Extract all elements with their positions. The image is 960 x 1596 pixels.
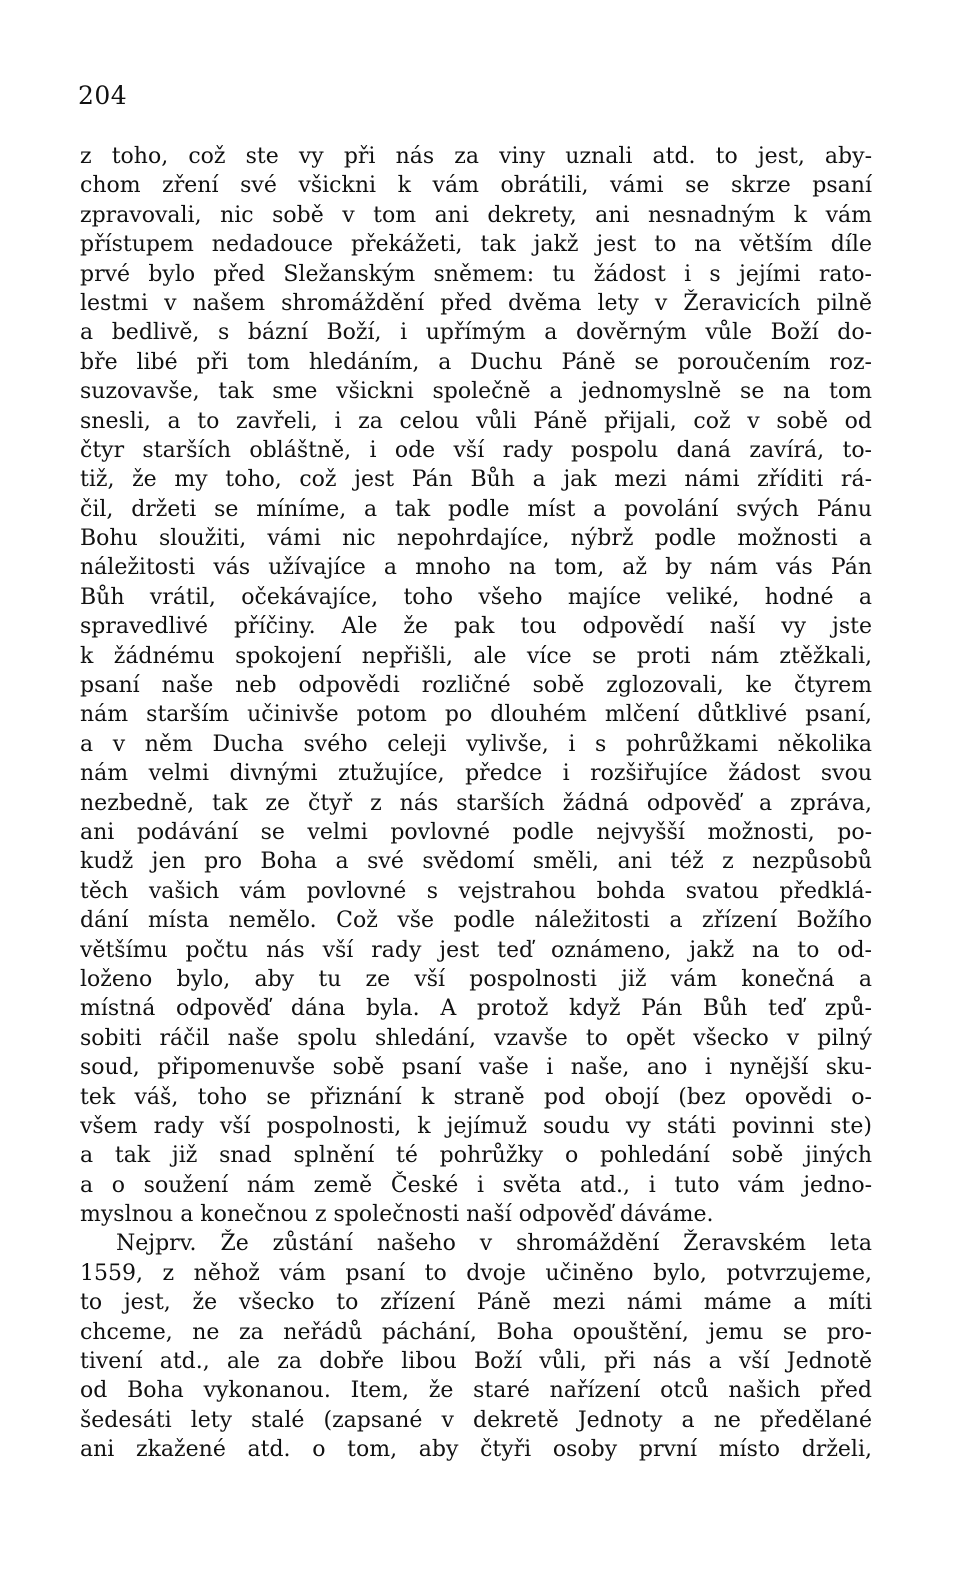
text-line: a o soužení nám země České i světa atd., i tuto vám jedno- [80, 1172, 872, 1198]
text-line: tivení atd., ale za dobře libou Boží vůli, při nás a vší Jednotě [80, 1349, 872, 1375]
text-line: nezbedně, tak ze čtyř z nás starších žádná odpověď a zpráva, [80, 790, 872, 816]
text-line: přístupem nedadouce překážeti, tak jakž jest to na větším díle [80, 232, 872, 258]
text-line: zpravovali, nic sobě v tom ani dekrety, ani nesnadným k vám [80, 202, 872, 228]
text-line: šedesáti lety stalé (zapsané v dekretě Jednoty a ne předělané [80, 1407, 872, 1433]
text-line: nám starším učinivše potom po dlouhém mlčení důtklivé psaní, [80, 702, 872, 728]
text-line: z toho, což ste vy při nás za viny uznali atd. to jest, aby- [80, 144, 872, 169]
text-line: to jest, že všecko to zřízení Páně mezi námi máme a míti [80, 1290, 872, 1316]
text-line: čil, držeti se míníme, a tak podle míst a povolání svých Pánu [80, 496, 872, 522]
text-line: Bohu sloužiti, vámi nic nepohrdajíce, nýbrž podle možnosti a [80, 526, 872, 552]
text-line: snesli, a to zavřeli, i za celou vůli Páně přijali, což v sobě od [80, 408, 872, 434]
text-line: sobiti ráčil naše spolu shledání, vzavše to opět všecko v pilný [80, 1025, 872, 1051]
page-number: 204 [78, 81, 128, 110]
text-line: a v něm Ducha svého celeji vylivše, i s pohrůžkami několika [80, 731, 872, 757]
text-line: náležitosti vás užívajíce a mnoho na tom, až by nám vás Pán [80, 555, 872, 581]
body-text [80, 142, 872, 1465]
text-line: psaní naše neb odpovědi rozličné sobě zglozovali, ke čtyrem [80, 673, 872, 699]
text-line: bře libé při tom hledáním, a Duchu Páně se poroučením roz- [80, 349, 872, 375]
text-line: a bedlivě, s bázní Boží, i upřímým a dověrným vůle Boží do- [80, 320, 872, 346]
text-line: ani podávání se velmi povlovné podle nejvyšší možnosti, po- [80, 819, 872, 845]
text-line: a tak již snad splnění té pohrůžky o pohledání sobě jiných [80, 1143, 872, 1169]
text-line: většímu počtu nás vší rady jest teď oznámeno, jakž na to od- [80, 937, 872, 963]
text-line: myslnou a konečnou z společnosti naší odpověď dáváme. [80, 1202, 714, 1228]
text-line: spravedlivé příčiny. Ale že pak tou odpovědí naší vy jste [80, 614, 872, 640]
text-line: soud, připomenuvše sobě psaní vaše i naše, ano i nynější sku- [80, 1055, 872, 1081]
text-line: suzovavše, tak sme všickni společně a jednomyslně se na tom [80, 379, 872, 405]
text-line: loženo bylo, aby tu ze vší pospolnosti již vám konečná a [80, 966, 872, 992]
text-line: tek váš, toho se přiznání k straně pod obojí (bez opovědi o- [80, 1084, 872, 1110]
text-line: lestmi v našem shromáždění před dvěma lety v Žeravicích pilně [80, 290, 872, 316]
text-line: čtyr starších obláštně, i ode vší rady pospolu daná zavírá, to- [80, 437, 872, 463]
text-line: ani zkažené atd. o tom, aby čtyři osoby první místo drželi, [80, 1437, 872, 1463]
text-line: k žádnému spokojení nepřišli, ale více se proti nám ztěžkali, [80, 643, 872, 669]
text-line: těch vašich vám povlovné s vejstrahou bohda svatou předklá- [80, 878, 872, 904]
text-line: od Boha vykonanou. Item, že staré nařízení otců našich před [80, 1378, 872, 1404]
text-line: všem rady vší pospolnosti, k jejímuž soudu vy státi povinni ste) [80, 1113, 872, 1139]
text-line: tiž, že my toho, což jest Pán Bůh a jak mezi námi zříditi rá- [80, 467, 872, 493]
text-line: nám velmi divnými ztužujíce, předce i rozšiřujíce žádost svou [80, 761, 872, 787]
text-line: prvé bylo před Sležanským sněmem: tu žádost i s jejími rato- [80, 261, 872, 287]
text-line: 1559, z něhož vám psaní to dvoje učiněno bylo, potvrzujeme, [80, 1260, 872, 1286]
text-line: kudž jen pro Boha a své svědomí směli, ani též z nezpůsobů [80, 849, 872, 875]
text-line: chom zření své všickni k vám obrátili, vámi se skrze psaní [80, 173, 872, 199]
text-line: Nejprv. Že zůstání našeho v shromáždění Žeravském leta [116, 1231, 872, 1257]
text-line: Bůh vrátil, očekávajíce, toho všeho majíce veliké, hodné a [80, 584, 872, 610]
text-line: dání místa nemělo. Což vše podle náležitosti a zřízení Božího [80, 908, 872, 934]
text-line: místná odpověď dána byla. A protož když Pán Bůh teď způ- [80, 996, 872, 1022]
text-line: chceme, ne za neřádů páchání, Boha opouštění, jemu se pro- [80, 1319, 872, 1345]
